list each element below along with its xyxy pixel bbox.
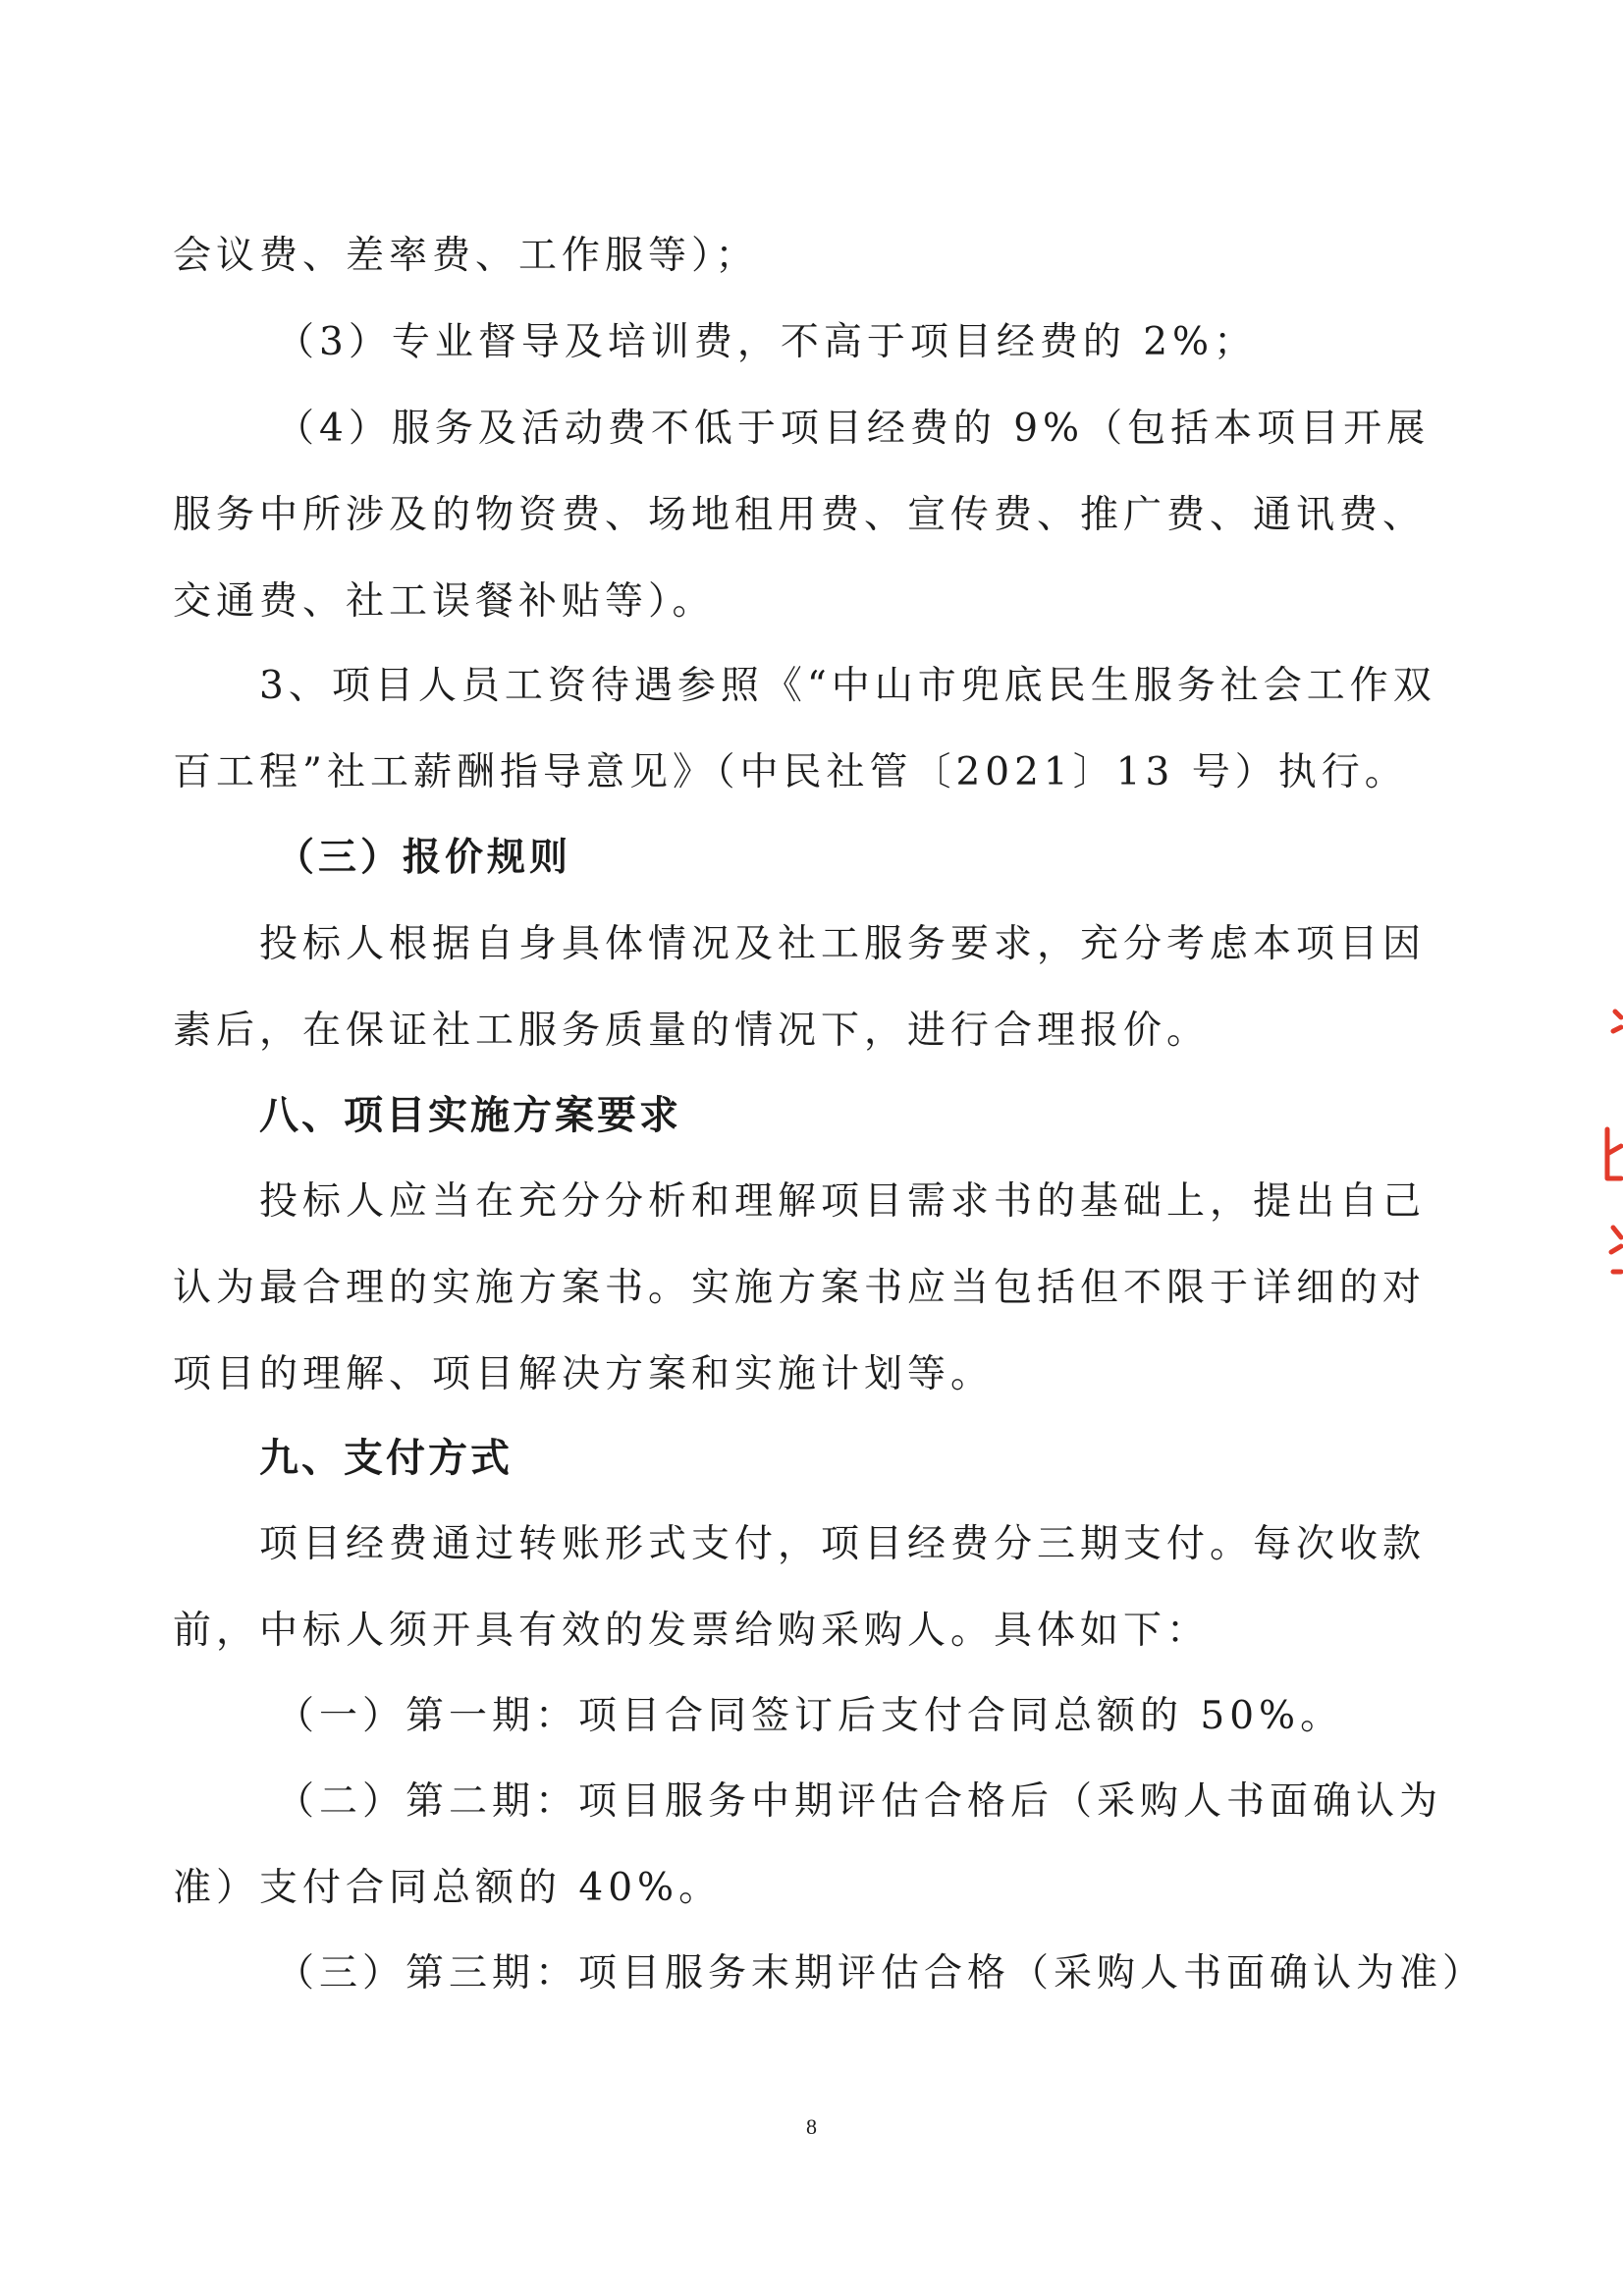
paragraph-item-4: （4）服务及活动费不低于项目经费的 9%（包括本项目开展服务中所涉及的物资费、场地租用费、宣传费、推广费、通讯费、交通费、社工误餐补贴等）。 (173, 407, 1431, 624)
paragraph-item-3: （3）专业督导及培训费，不高于项目经费的 2%； (276, 320, 1258, 364)
paragraph-phase-2: （二）第二期：项目服务中期评估合格后（采购人书面确认为准）支付合同总额的 40%。 (173, 1779, 1443, 1910)
paragraph-pricing: 投标人根据自身具体情况及社工服务要求，充分考虑本项目因素后，在保证社工服务质量的情况下，进行合理报价。 (173, 922, 1427, 1053)
paragraph-payment: 项目经费通过转账形式支付，项目经费分三期支付。每次收款前，中标人须开具有效的发票给购采购人。具体如下： (173, 1522, 1427, 1653)
page-number: 8 (806, 2114, 817, 2139)
heading-payment-method: 九、支付方式 (259, 1436, 513, 1481)
heading-implementation-plan: 八、项目实施方案要求 (259, 1093, 681, 1138)
paragraph-phase-1: （一）第一期：项目合同签订后支付合同总额的 50%。 (276, 1694, 1344, 1738)
paragraph-implementation: 投标人应当在充分分析和理解项目需求书的基础上，提出自己认为最合理的实施方案书。实施方案书应当包括但不限于详细的对项目的理解、项目解决方案和实施计划等。 (173, 1179, 1427, 1396)
seal-stamp-fragment (1594, 992, 1623, 1286)
paragraph-phase-3: （三）第三期：项目服务末期评估合格（采购人书面确认为准） (276, 1951, 1487, 1995)
subheading-pricing-rules: （三）报价规则 (276, 835, 572, 880)
paragraph-salary: 3、项目人员工资待遇参照《“中山市兜底民生服务社会工作双百工程”社工薪酬指导意见》（中民社管〔2021〕13 号）执行。 (173, 664, 1436, 794)
paragraph-continuation: 会议费、差率费、工作服等）； (173, 234, 759, 278)
